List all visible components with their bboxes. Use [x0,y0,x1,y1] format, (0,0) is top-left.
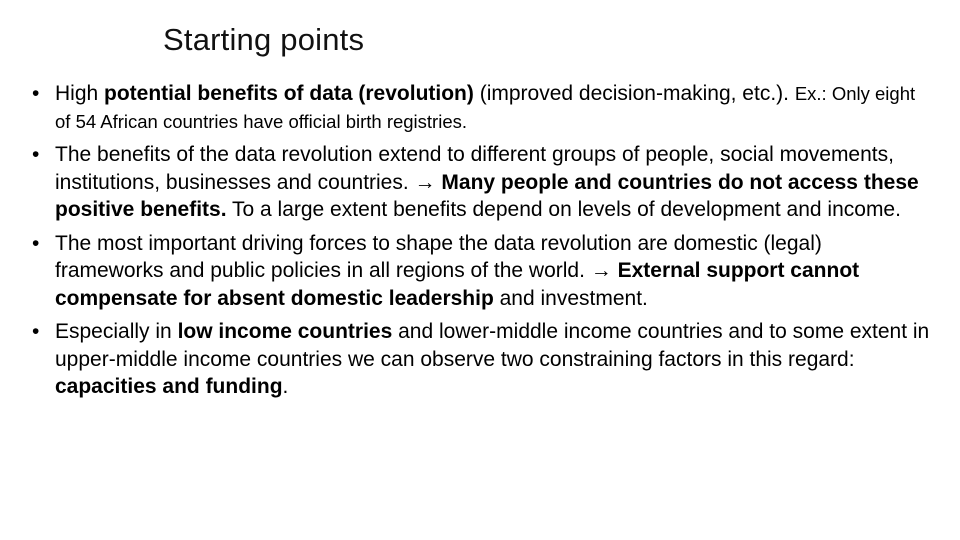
bullet-text: . [282,375,289,398]
bullet-marker: • [32,231,40,255]
bullet-text-bold: capacities and funding [55,375,283,398]
slide-title: Starting points [163,22,365,57]
bullet-text: → [414,170,442,194]
bullet-text: To a large extent benefits depend on levels of development and income. [226,198,901,221]
bullet-item [32,141,932,224]
bullet-text: High [55,82,105,105]
bullet-text: The benefits of the data revolution extend to different groups of people, social movements, institutions, businesses and countries. [55,143,894,194]
bullet-text: and investment. [493,286,648,310]
bullet-text-bold: low income countries [177,320,393,343]
bullet-text: Especially in [55,320,178,343]
bullet-text: (improved decision-making, etc.). [473,82,795,105]
bullet-text-bold: Many people and countries do not access these positive benefits. [55,170,919,221]
bullet-text-bold: External support cannot compensate for absent domestic leadership [55,259,860,310]
bullet-list [32,80,932,407]
bullet-item [32,318,932,401]
bullet-marker: • [32,143,40,166]
bullet-text: → [590,259,618,282]
bullet-text: The most important driving forces to shape the data revolution are domestic (legal) frameworks and public policies in all regions of the world. [55,231,822,282]
bullet-marker: • [32,82,40,105]
bullet-text: Ex.: Only eight of 54 African countries have official birth registries. [55,83,916,132]
bullet-marker: • [32,320,40,343]
bullet-item [32,230,932,313]
bullet-item [32,80,932,135]
bullet-text-bold: potential benefits of data (revolution) [104,82,474,105]
bullet-text: and lower-middle income countries and to some extent in upper-middle income countries we can observe two constraining factors in this regard: [55,320,930,371]
